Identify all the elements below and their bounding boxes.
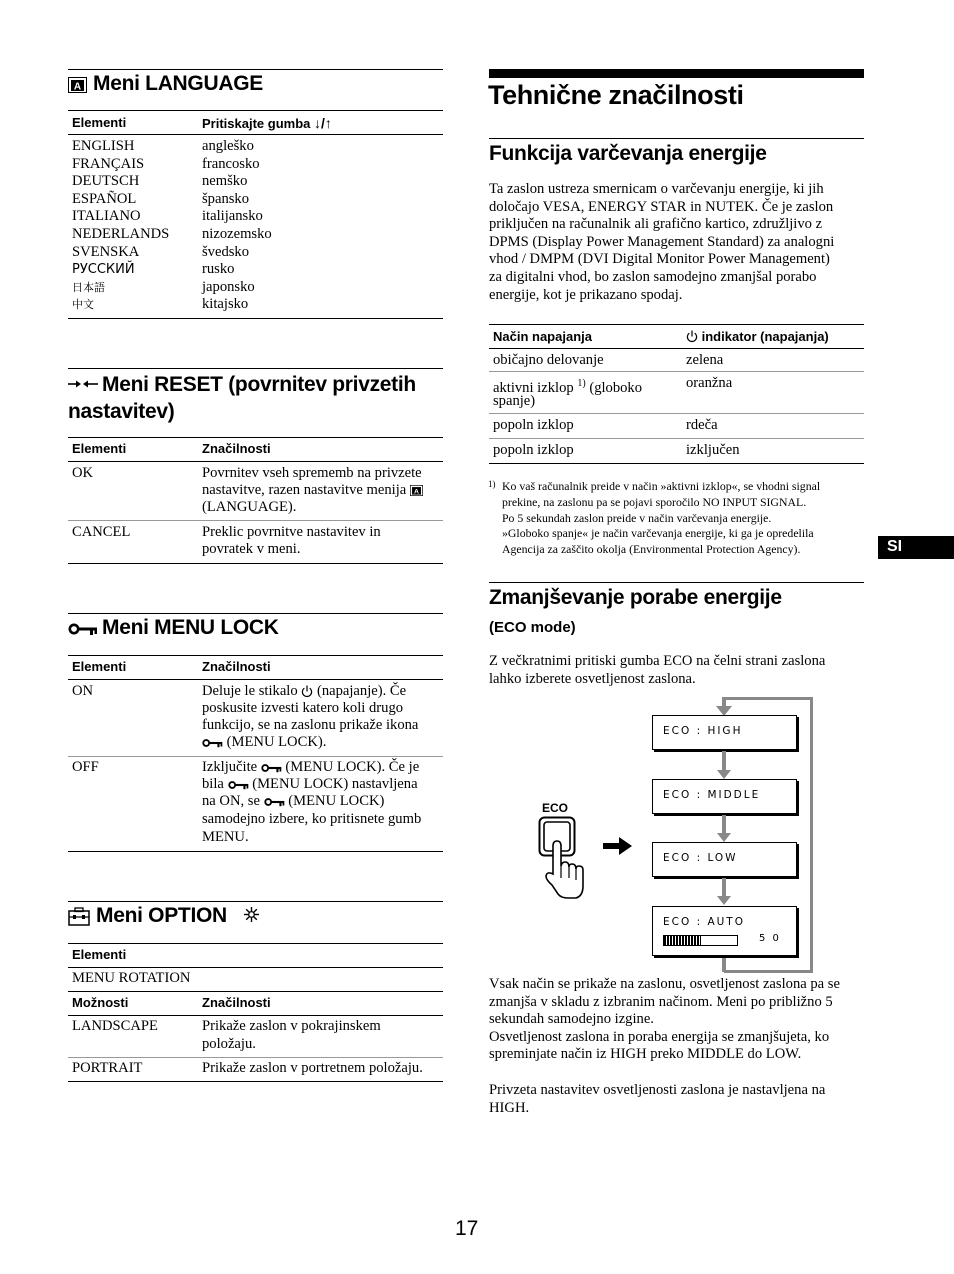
table-bottom-rule xyxy=(68,563,443,564)
power-col-indicator xyxy=(686,329,829,344)
reset-cancel-desc-l1: Preklic povrnitve nastavitev in xyxy=(202,524,381,540)
cycle-line-top xyxy=(724,697,811,700)
paragraph-line: Ta zaslon ustreza smernicam o varčevanju energije, ki jih xyxy=(489,181,824,197)
power-row2-mode-c: spanje) xyxy=(493,393,536,409)
option-landscape-desc-l2: položaju. xyxy=(202,1036,256,1052)
menulock-off-desc-l2 xyxy=(202,776,418,794)
language-translation: rusko xyxy=(202,261,235,278)
row-divider xyxy=(489,413,864,414)
key-icon xyxy=(261,763,282,773)
reset-col-znacilnosti: Značilnosti xyxy=(202,441,271,456)
section-rule xyxy=(68,901,443,902)
footnote-ref: 1) xyxy=(577,378,586,389)
section-rule xyxy=(68,69,443,70)
language-item: SVENSKA xyxy=(72,243,140,260)
language-translation: kitajsko xyxy=(202,296,249,313)
brightness-value: 5 0 xyxy=(759,933,781,944)
menulock-off-item: OFF xyxy=(72,759,99,775)
reset-ok-desc-l3: (LANGUAGE). xyxy=(202,499,297,515)
language-col-elementi: Elementi xyxy=(72,115,127,130)
menulock-on-desc-l1a: Deluje le stikalo xyxy=(202,683,298,699)
menulock-off-desc-l1a: Izključite xyxy=(202,759,258,775)
menulock-col-znacilnosti: Značilnosti xyxy=(202,659,271,674)
key-icon xyxy=(264,797,285,807)
row-divider xyxy=(489,371,864,372)
osd-eco-high xyxy=(652,715,797,750)
section-rule xyxy=(68,613,443,614)
asterisk-icon xyxy=(243,906,260,923)
language-translation: nemško xyxy=(202,173,248,190)
table-header-rule xyxy=(68,134,443,135)
language-menu-icon xyxy=(68,77,87,93)
reset-ok-desc-l2 xyxy=(202,482,423,500)
cycle-line-bottom xyxy=(724,970,813,973)
power-row1-indicator: zelena xyxy=(686,352,724,368)
option-col-moznosti: Možnosti xyxy=(72,995,129,1010)
menulock-off-desc-l3a: na ON, se xyxy=(202,793,260,809)
reset-ok-item: OK xyxy=(72,465,94,481)
table-header-rule xyxy=(68,967,443,968)
menulock-on-desc-l2: poskusite izvesti katero koli drugo xyxy=(202,700,404,716)
footnote-mark: 1) xyxy=(488,479,496,489)
language-item: 日本語 xyxy=(72,280,105,294)
table-bottom-rule xyxy=(489,463,864,464)
footnote-line: »Globoko spanje« je način varčevanja energije, ki ga je opredelila xyxy=(502,526,814,541)
menulock-off-desc-l3b: (MENU LOCK) xyxy=(288,793,385,809)
key-icon xyxy=(68,622,98,636)
eco-subtitle: (ECO mode) xyxy=(489,619,576,636)
language-translation: švedsko xyxy=(202,243,250,260)
menulock-on-desc-l3: funkcijo, se na zaslonu prikaže ikona xyxy=(202,717,419,733)
footnote-line: Agencija za zaščito okolja (Environmental Protection Agency). xyxy=(502,542,801,557)
paragraph-line: Osvetljenost zaslona in poraba energija se zmanjšujeta, ko xyxy=(489,1028,830,1045)
option-landscape-item: LANDSCAPE xyxy=(72,1018,158,1034)
osd-eco-low-label: ECO : LOW xyxy=(663,852,738,864)
power-row4-indicator: izključen xyxy=(686,442,740,458)
option-landscape-desc-l1: Prikaže zaslon v pokrajinskem xyxy=(202,1018,381,1034)
footnote-line: prekine, na zaslonu pa se pojavi sporočilo NO INPUT SIGNAL. xyxy=(502,494,807,509)
language-item: ENGLISH xyxy=(72,138,135,154)
option-portrait-item: PORTRAIT xyxy=(72,1060,143,1076)
paragraph-line: sekundah samodejno izgine. xyxy=(489,1011,654,1028)
option-portrait-desc: Prikaže zaslon v portretnem položaju. xyxy=(202,1060,423,1076)
language-translation: nizozemsko xyxy=(202,226,272,242)
paragraph-line: zmanjša v skladu z izbranim načinom. Meni po približno 5 xyxy=(489,993,833,1010)
table-bottom-rule xyxy=(68,318,443,319)
paragraph-line: Vsak način se prikaže na zaslonu, osvetljenost zaslona pa se xyxy=(489,976,840,992)
option-menu-rotation: MENU ROTATION xyxy=(72,970,191,986)
table-header-rule xyxy=(68,991,443,992)
cycle-line-right xyxy=(810,697,813,972)
svg-text:A: A xyxy=(413,488,419,496)
language-item: РУССКИЙ xyxy=(72,262,135,278)
paragraph-line: HIGH. xyxy=(489,1099,530,1116)
power-row3-mode: popoln izklop xyxy=(493,417,574,433)
arrow-down-icon xyxy=(722,878,726,897)
menulock-on-desc-l4-text: (MENU LOCK). xyxy=(226,734,327,750)
arrow-down-icon xyxy=(722,815,726,834)
option-col-elementi: Elementi xyxy=(72,947,127,962)
section-rule xyxy=(489,582,864,583)
osd-eco-low xyxy=(652,842,797,877)
eco-button-label: ECO xyxy=(542,801,569,815)
language-item: FRANÇAIS xyxy=(72,155,145,172)
menulock-off-desc-l5: MENU. xyxy=(202,829,249,845)
reset-cancel-desc-l2: povratek v meni. xyxy=(202,541,301,557)
paragraph-line: Privzeta nastavitev osvetljenosti zaslona je nastavljena na xyxy=(489,1082,826,1098)
language-title: Meni LANGUAGE xyxy=(93,72,263,95)
power-row2-mode-b: (globoko xyxy=(589,379,643,396)
power-col-indicator-label: indikator (napajanja) xyxy=(701,329,829,344)
row-divider xyxy=(489,438,864,439)
menulock-off-desc-l2b: (MENU LOCK) nastavljena xyxy=(252,776,418,792)
power-row2-indicator: oranžna xyxy=(686,375,733,391)
power-saving-title: Funkcija varčevanja energije xyxy=(489,142,767,165)
brightness-bar-fill xyxy=(664,936,701,945)
table-top-rule xyxy=(68,437,443,438)
paragraph-line: lahko izberete osvetljenost zaslona. xyxy=(489,670,696,687)
paragraph-line: DPMS (Display Power Management Standard) za analogni xyxy=(489,233,835,250)
table-header-rule xyxy=(489,348,864,349)
table-bottom-rule xyxy=(68,851,443,852)
option-title-text: Meni OPTION xyxy=(96,904,227,927)
language-translation: italijansko xyxy=(202,208,263,225)
language-col-buttons-label: Pritiskajte gumba xyxy=(202,116,311,131)
page-number: 17 xyxy=(455,1217,479,1240)
osd-eco-high-label: ECO : HIGH xyxy=(663,725,743,737)
paragraph-line: energije, kot je prikazano spodaj. xyxy=(489,286,683,303)
osd-eco-auto-label: ECO : AUTO xyxy=(663,916,745,928)
menulock-off-desc-l2a: bila xyxy=(202,776,224,792)
table-header-rule xyxy=(68,679,443,680)
key-icon xyxy=(202,738,223,748)
paragraph-line: za digitalni vhod, bo zaslon samodejno zmanjšal porabo xyxy=(489,269,817,285)
menulock-title: Meni MENU LOCK xyxy=(102,616,279,639)
page-title: Tehnične značilnosti xyxy=(488,80,744,110)
language-item: ESPAÑOL xyxy=(72,190,137,207)
reset-ok-desc-l1: Povrnitev vseh sprememb na privzete xyxy=(202,465,422,481)
menulock-off-desc-l3 xyxy=(202,793,384,811)
arrow-down-up-icon: ↓/↑ xyxy=(314,115,332,131)
power-row2-mode-a: aktivni izklop xyxy=(493,379,574,396)
section-rule xyxy=(68,368,443,369)
eco-button-press-icon xyxy=(538,816,586,900)
section-rule xyxy=(489,138,864,139)
reset-title-line1: Meni RESET (povrnitev privzetih xyxy=(102,373,416,396)
power-row3-indicator: rdeča xyxy=(686,417,718,433)
language-col-buttons xyxy=(202,115,332,131)
option-title xyxy=(96,904,227,928)
menulock-off-desc-l1b: (MENU LOCK). Če je xyxy=(285,759,420,775)
option-col-znacilnosti: Značilnosti xyxy=(202,995,271,1010)
footnote-line: Ko vaš računalnik preide v način »aktivni izklop«, se vhodni signal xyxy=(502,479,821,493)
menulock-col-elementi: Elementi xyxy=(72,659,127,674)
eco-title: Zmanjševanje porabe energije xyxy=(489,586,782,609)
table-header-rule xyxy=(68,461,443,462)
arrow-right-icon xyxy=(603,836,633,856)
reset-cancel-item: CANCEL xyxy=(72,524,131,540)
row-divider xyxy=(68,756,443,757)
svg-text:A: A xyxy=(73,81,82,93)
power-row1-mode: običajno delovanje xyxy=(493,352,604,368)
reset-title-line2: nastavitev) xyxy=(68,400,175,423)
osd-eco-auto xyxy=(652,906,797,956)
language-side-tab-label: SI xyxy=(887,538,903,555)
language-menu-icon xyxy=(410,485,423,496)
brightness-bar xyxy=(663,935,738,946)
key-icon xyxy=(228,780,249,790)
paragraph-line: spreminjate način iz HIGH preko MIDDLE do LOW. xyxy=(489,1046,802,1063)
language-translation: angleško xyxy=(202,138,254,154)
table-header-rule xyxy=(68,1015,443,1016)
menulock-off-desc-l4: samodejno izbere, ko pritisnete gumb xyxy=(202,811,422,827)
reset-ok-desc-l2-text: nastavitve, razen nastavitve menija xyxy=(202,482,407,498)
table-bottom-rule xyxy=(68,1081,443,1082)
paragraph-line: Z večkratnimi pritiski gumba ECO na čelni strani zaslona xyxy=(489,653,826,669)
paragraph-line: določajo VESA, ENERGY STAR in NUTEK. Če je zaslon xyxy=(489,198,834,215)
power-row4-mode: popoln izklop xyxy=(493,442,574,458)
power-col-mode: Način napajanja xyxy=(493,329,592,344)
row-divider xyxy=(68,1057,443,1058)
language-item: NEDERLANDS xyxy=(72,226,170,242)
language-translation: francosko xyxy=(202,155,260,172)
paragraph-line: priključen na računalnik ali grafično kartico, združljivo z xyxy=(489,216,823,233)
menulock-on-desc-l1 xyxy=(202,683,406,701)
osd-eco-middle xyxy=(652,779,797,814)
language-item: DEUTSCH xyxy=(72,173,140,190)
osd-eco-middle-label: ECO : MIDDLE xyxy=(663,789,761,801)
power-icon xyxy=(686,330,698,343)
reset-arrows-icon xyxy=(68,378,98,390)
reset-col-elementi: Elementi xyxy=(72,441,127,456)
row-divider xyxy=(68,520,443,521)
table-top-rule xyxy=(68,943,443,944)
menulock-on-desc-l4 xyxy=(202,734,326,752)
table-top-rule xyxy=(68,655,443,656)
language-item: 中文 xyxy=(72,298,94,312)
language-translation: japonsko xyxy=(202,278,255,295)
power-icon xyxy=(301,685,313,698)
title-bar xyxy=(489,69,864,78)
cycle-line-return xyxy=(722,956,726,972)
footnote-line: Po 5 sekundah zaslon preide v način varčevanja energije. xyxy=(502,510,772,525)
language-translation: špansko xyxy=(202,190,250,207)
menulock-on-item: ON xyxy=(72,683,94,699)
paragraph-line: vhod / DMPM (DVI Digital Monitor Power Management) xyxy=(489,251,830,268)
toolbox-icon xyxy=(68,907,90,926)
table-top-rule xyxy=(489,324,864,325)
arrow-down-icon xyxy=(722,751,726,771)
table-top-rule xyxy=(68,110,443,111)
menulock-on-desc-l1b: (napajanje). Če xyxy=(316,683,407,699)
language-item: ITALIANO xyxy=(72,208,141,225)
menulock-off-desc-l1 xyxy=(202,759,419,777)
